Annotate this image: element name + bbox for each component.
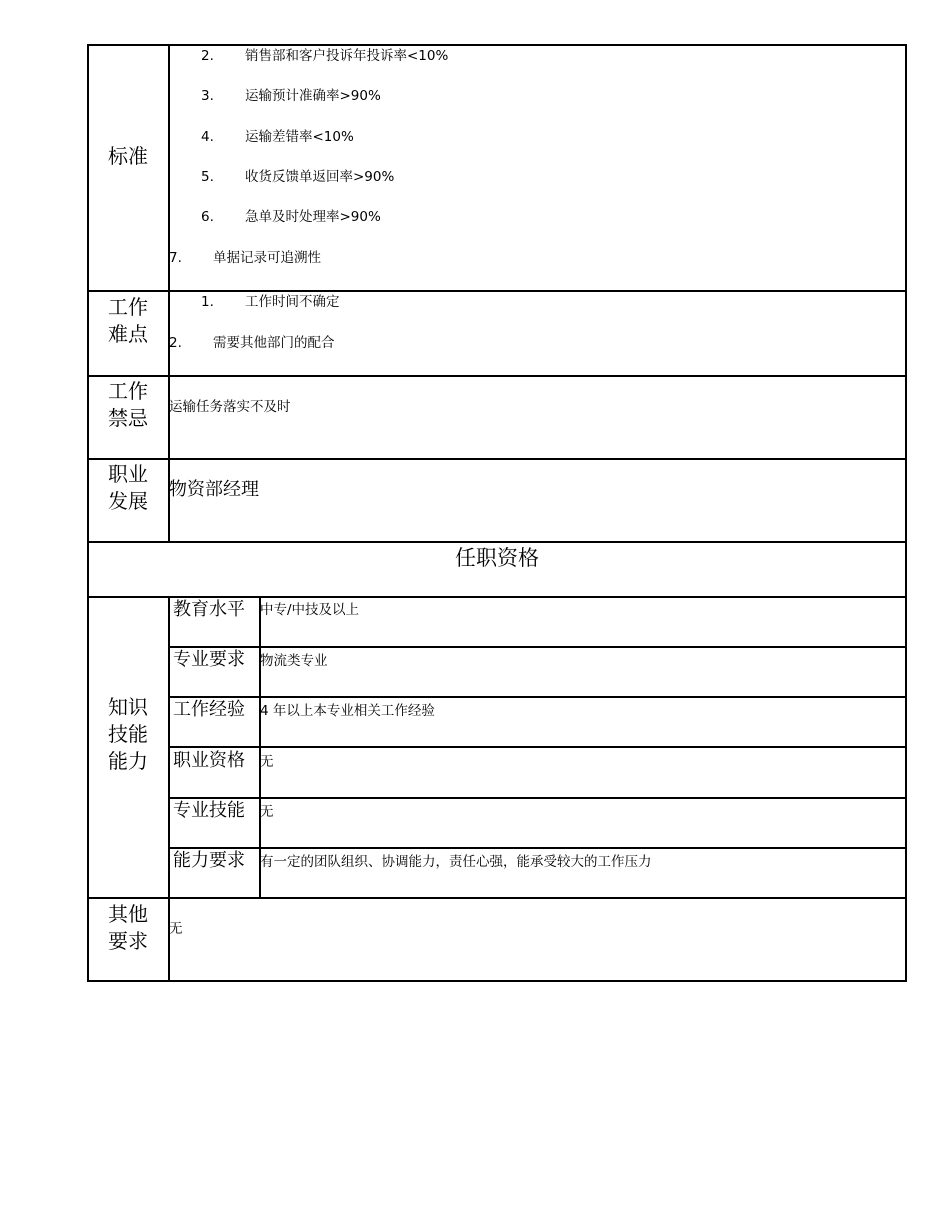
- label-line: 知识: [108, 695, 148, 719]
- label-line: 难点: [108, 322, 148, 346]
- list-item-number: 6.: [201, 209, 214, 225]
- label-line: 其他: [108, 902, 148, 926]
- qualification-group-label: [88, 694, 168, 775]
- label-line: 职业: [108, 462, 148, 486]
- row-value: 4 年以上本专业相关工作经验: [260, 703, 435, 719]
- row-value: 无: [260, 804, 274, 820]
- column-divider: [905, 44, 907, 981]
- row-divider: [168, 797, 907, 799]
- label-line: 技能: [108, 722, 148, 746]
- career-text: 物资部经理: [169, 479, 259, 500]
- label-line: 工作: [108, 295, 148, 319]
- standard-label: 标准: [108, 144, 148, 168]
- list-item-number: 2.: [201, 48, 214, 64]
- row-label: 专业要求: [173, 649, 245, 670]
- list-item: 销售部和客户投诉年投诉率<10%: [245, 48, 449, 64]
- row-divider: [168, 746, 907, 748]
- row-value: 有一定的团队组织、协调能力，责任心强，能承受较大的工作压力: [260, 854, 652, 870]
- list-item: 单据记录可追溯性: [213, 250, 321, 266]
- label-line: 禁忌: [108, 406, 148, 430]
- career-label: [88, 461, 168, 515]
- row-divider: [87, 44, 907, 46]
- list-item: 急单及时处理率>90%: [245, 209, 381, 225]
- row-divider: [87, 375, 907, 377]
- row-divider: [168, 696, 907, 698]
- row-label: 能力要求: [173, 850, 245, 871]
- row-divider: [87, 897, 907, 899]
- row-value: 物流类专业: [260, 653, 328, 669]
- list-item: 运输差错率<10%: [245, 129, 354, 145]
- row-divider: [87, 290, 907, 292]
- list-item-number: 5.: [201, 169, 214, 185]
- other-label: [88, 901, 168, 955]
- difficulty-label: [88, 294, 168, 348]
- list-item: 收货反馈单返回率>90%: [245, 169, 395, 185]
- list-item: 运输预计准确率>90%: [245, 88, 381, 104]
- taboo-label: [88, 378, 168, 432]
- row-value: 无: [260, 754, 274, 770]
- list-item: 需要其他部门的配合: [213, 335, 335, 351]
- other-text: 无: [169, 921, 183, 937]
- list-item-number: 7.: [169, 250, 182, 266]
- list-item: 工作时间不确定: [245, 294, 340, 310]
- list-item-number: 1.: [201, 294, 214, 310]
- taboo-text: 运输任务落实不及时: [169, 399, 291, 415]
- label-line: 要求: [108, 929, 148, 953]
- label-line: 能力: [108, 749, 148, 773]
- list-item-number: 4.: [201, 129, 214, 145]
- row-divider: [87, 458, 907, 460]
- row-label: 教育水平: [173, 599, 245, 620]
- row-divider: [168, 646, 907, 648]
- list-item-number: 3.: [201, 88, 214, 104]
- row-label: 工作经验: [173, 699, 245, 720]
- label-line: 工作: [108, 379, 148, 403]
- section-title: 任职资格: [455, 546, 539, 570]
- row-value: 中专/中技及以上: [260, 602, 360, 618]
- list-item-number: 2.: [169, 335, 182, 351]
- row-divider: [168, 847, 907, 849]
- row-divider: [87, 541, 907, 543]
- row-label: 职业资格: [173, 750, 245, 771]
- row-label: 专业技能: [173, 800, 245, 821]
- label-line: 发展: [108, 489, 148, 513]
- column-divider: [168, 44, 170, 542]
- row-divider: [87, 980, 907, 982]
